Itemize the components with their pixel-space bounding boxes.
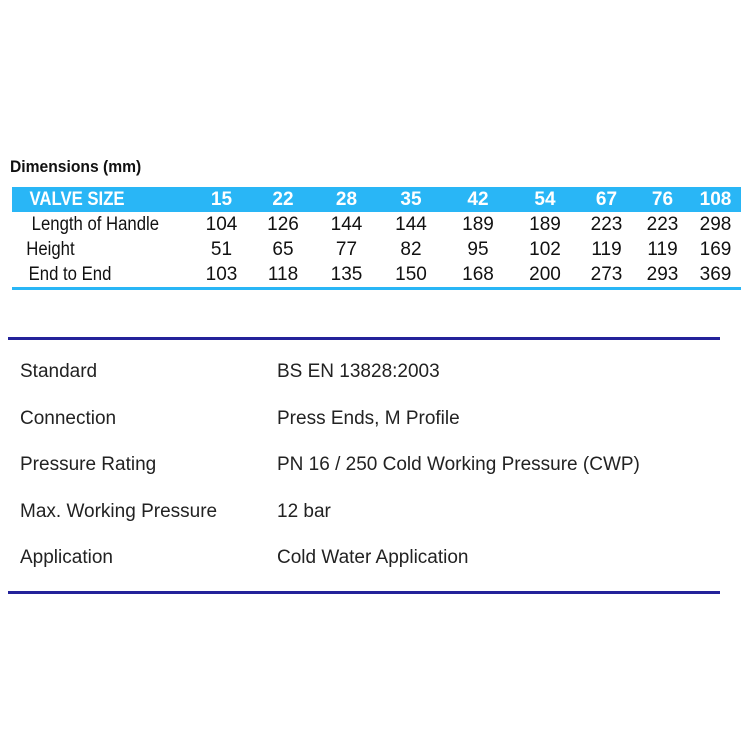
table-cell: 126 [267,213,299,235]
table-cell: 103 [205,263,238,285]
table-cell: 102 [529,238,561,260]
spec-row-max-working-pressure [8,489,720,536]
table-row [12,212,741,237]
spec-value: 12 bar [277,500,331,522]
spec-label: Application [20,547,113,569]
spec-row-standard [8,349,720,396]
spec-value: Cold Water Application [277,547,469,569]
spec-label: Max. Working Pressure [20,500,218,522]
table-cell: 119 [647,238,678,260]
table-row [12,262,741,287]
table-cell: 144 [330,213,363,235]
spec-value: BS EN 13828:2003 [277,361,440,383]
header-cell-size: 28 [335,188,358,210]
dimensions-table [12,187,741,290]
table-cell: 144 [395,213,427,235]
table-cell: 150 [395,263,427,285]
header-cell-size: 67 [595,188,618,210]
table-cell: 293 [646,263,679,285]
spec-value: PN 16 / 250 Cold Working Pressure (CWP) [277,454,640,476]
row-label: End to End [28,263,112,285]
spec-row-application [8,535,720,582]
header-cell-size: 35 [400,188,422,210]
table-cell: 95 [467,238,489,260]
spec-row-pressure-rating [8,442,720,489]
table-row [12,237,741,262]
table-cell: 119 [591,238,622,260]
table-cell: 189 [462,213,494,235]
header-cell-label: VALVE SIZE [29,188,125,210]
table-cell: 273 [590,263,623,285]
table-cell: 135 [330,263,363,285]
table-cell: 189 [529,213,561,235]
row-label: Length of Handle [31,213,160,235]
table-cell: 298 [699,213,732,235]
table-cell: 168 [462,263,494,285]
spec-row-connection [8,396,720,443]
table-cell: 118 [267,263,299,285]
header-cell-size: 108 [699,188,732,210]
table-cell: 65 [272,238,294,260]
spec-label: Pressure Rating [20,454,157,476]
spec-label: Connection [20,407,117,429]
table-cell: 104 [205,213,238,235]
table-cell: 223 [590,213,623,235]
header-cell-size: 54 [534,188,556,210]
table-cell: 369 [699,263,732,285]
header-cell-size: 15 [210,188,233,210]
dimensions-title: Dimensions (mm) [10,157,142,176]
table-cell: 200 [529,263,561,285]
row-label: Height [26,238,75,260]
spec-label: Standard [20,361,98,383]
table-cell: 77 [335,238,358,260]
dimensions-header-row [12,187,741,212]
table-cell: 169 [699,238,732,260]
table-cell: 51 [210,238,233,260]
header-cell-size: 76 [651,188,674,210]
header-cell-size: 22 [272,188,294,210]
spec-value: Press Ends, M Profile [277,407,460,429]
table-cell: 82 [400,238,422,260]
table-cell: 223 [646,213,679,235]
header-cell-size: 42 [467,188,489,210]
specifications-table [8,337,720,594]
